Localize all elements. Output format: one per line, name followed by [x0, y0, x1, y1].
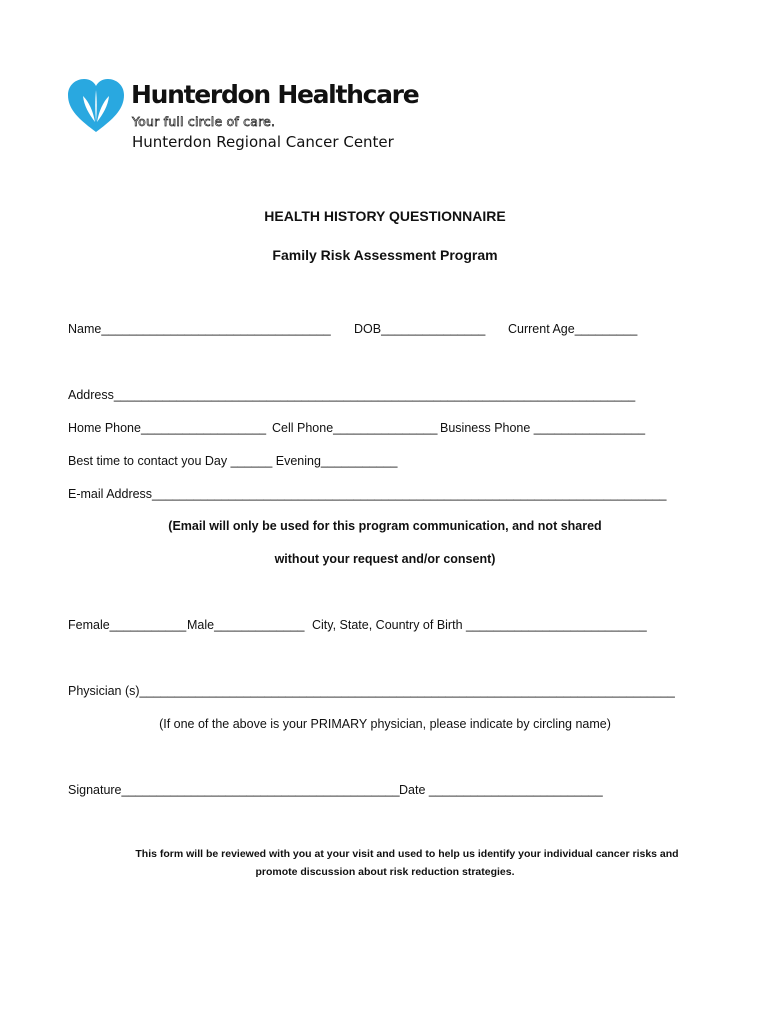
email-field[interactable]: E-mail Address__________________________________________________________________________ — [68, 487, 667, 501]
address-field[interactable]: Address___________________________________________________________________________ — [68, 388, 636, 402]
physician-note: (If one of the above is your PRIMARY physician, please indicate by circling name) — [159, 717, 611, 731]
footer-note-line-2: promote discussion about risk reduction strategies. — [255, 866, 515, 878]
physician-field[interactable]: Physician (s)_____________________________________________________________________________ — [68, 684, 675, 698]
date-field[interactable]: Date _________________________ — [399, 783, 603, 797]
footer-note-line-1: This form will be reviewed with you at your visit and used to help us identify your individual cancer risks and — [135, 848, 679, 860]
form-title: HEALTH HISTORY QUESTIONNAIRE — [264, 208, 506, 224]
current-age-field[interactable]: Current Age_________ — [508, 322, 638, 336]
dob-field[interactable]: DOB_______________ — [354, 322, 486, 336]
contact-time-field[interactable]: Best time to contact you Day ______ Evening___________ — [68, 454, 398, 468]
tagline: Your full circle of care. — [132, 114, 276, 129]
heart-leaf-icon — [66, 78, 126, 134]
hunterdon-logo — [66, 76, 426, 156]
form-subtitle: Family Risk Assessment Program — [272, 247, 498, 263]
cell-phone-field[interactable]: Cell Phone_______________ — [272, 421, 438, 435]
home-phone-field[interactable]: Home Phone__________________ — [68, 421, 267, 435]
center-name: Hunterdon Regional Cancer Center — [132, 133, 394, 151]
email-note-line-1: (Email will only be used for this program communication, and not shared — [168, 519, 602, 533]
email-note-line-2: without your request and/or consent) — [274, 552, 496, 566]
female-field[interactable]: Female___________ — [68, 618, 187, 632]
business-phone-field[interactable]: Business Phone ________________ — [440, 421, 646, 435]
signature-field[interactable]: Signature________________________________________ — [68, 783, 400, 797]
name-field[interactable]: Name_________________________________ — [68, 322, 331, 336]
brand-name: Hunterdon Healthcare — [131, 80, 419, 109]
birthplace-field[interactable]: City, State, Country of Birth __________________________ — [312, 618, 647, 632]
male-field[interactable]: Male_____________ — [187, 618, 305, 632]
